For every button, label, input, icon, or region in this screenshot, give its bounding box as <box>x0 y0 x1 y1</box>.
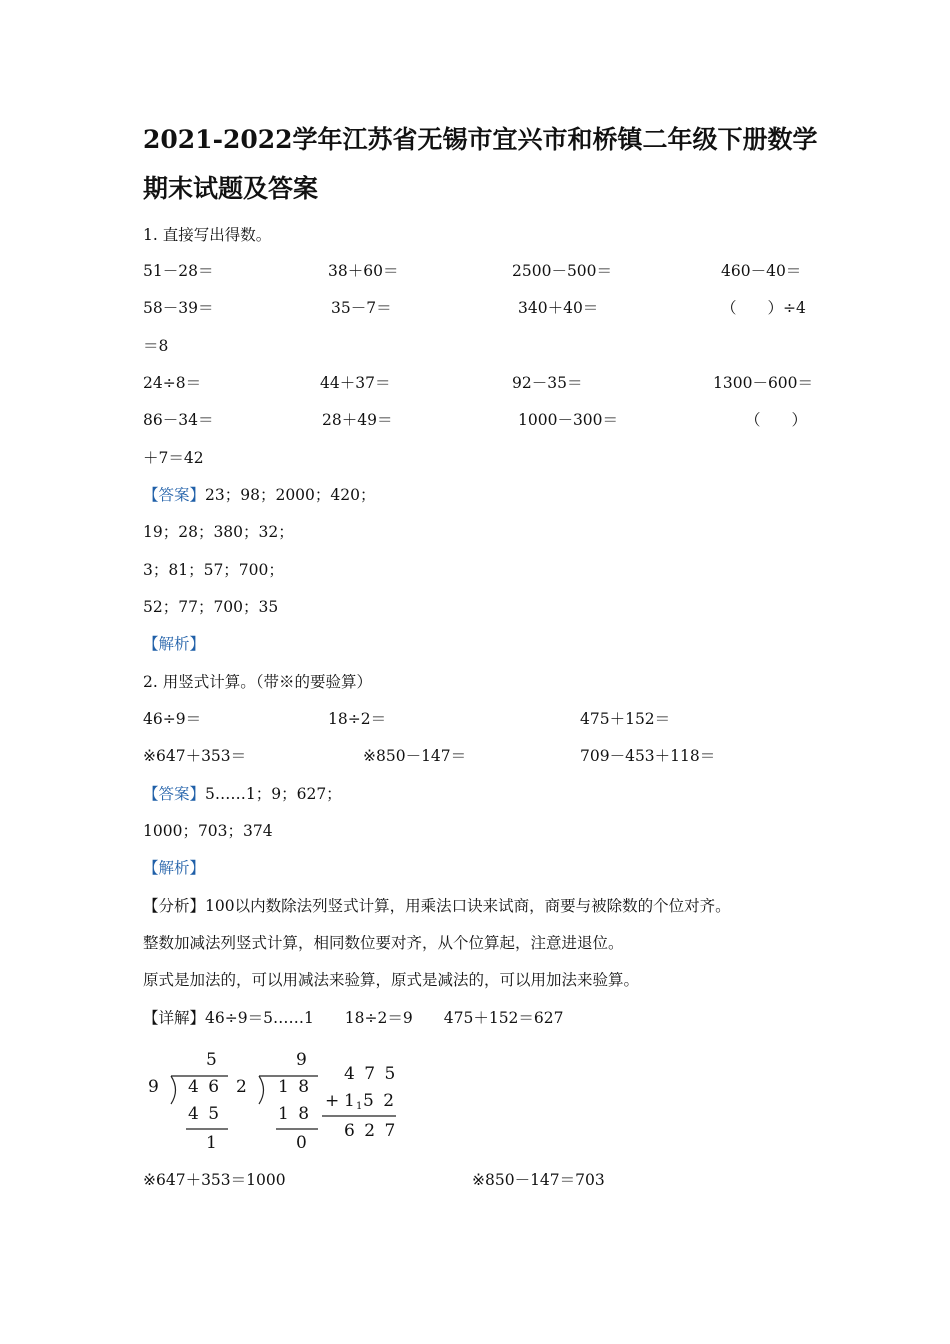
q1-r4-cont: ＋7＝42 <box>143 449 204 467</box>
xiangjie-tag: 【详解】 <box>143 1009 206 1027</box>
q1-r1-c1: 51－28＝ <box>143 262 214 280</box>
q1-heading: 1. 直接写出得数。 <box>143 226 272 244</box>
q1-r4-c4: （ ） <box>745 411 808 429</box>
q2-heading: 2. 用竖式计算。（带※的要验算） <box>143 673 372 691</box>
div2-remainder: 0 <box>296 1133 307 1153</box>
q1-r2-cont: ＝8 <box>143 337 169 355</box>
q2-r1-c2: 18÷2＝ <box>328 710 387 728</box>
q1-r3-c4: 1300－600＝ <box>713 374 814 392</box>
q1-r4-c3: 1000－300＝ <box>518 411 619 429</box>
div1-quotient: 5 <box>206 1050 217 1070</box>
check-line-2: ※850－147＝703 <box>472 1171 605 1189</box>
q2-r2-c2: ※850－147＝ <box>363 747 467 765</box>
q1-answer-row2: 19；28；380；32； <box>143 523 294 541</box>
div2-divisor: 2 <box>236 1077 247 1097</box>
div1-product: 4 5 <box>188 1104 222 1124</box>
q2-answer-row2: 1000；703；374 <box>143 822 273 840</box>
doc-title-line2: 期末试题及答案 <box>143 174 319 203</box>
q1-r1-c3: 2500－500＝ <box>512 262 613 280</box>
div2-bracket <box>259 1076 264 1104</box>
div2-dividend: 1 8 <box>278 1077 312 1097</box>
add-result: 6 2 7 <box>344 1121 398 1141</box>
q1-r1-c4: 460－40＝ <box>721 262 802 280</box>
answer-text: 23；98；2000；420； <box>205 486 376 504</box>
fenxi-text: 100以内数除法列竖式计算，用乘法口诀来试商，商要与被除数的个位对齐。 <box>205 897 731 915</box>
q1-r2-c1: 58－39＝ <box>143 299 214 317</box>
div1-divisor: 9 <box>148 1077 159 1097</box>
q1-r3-c1: 24÷8＝ <box>143 374 202 392</box>
add-top: 4 7 5 <box>344 1064 398 1084</box>
answer-tag: 【答案】 <box>143 785 206 803</box>
xiangjie-text: 46÷9＝5……1 18÷2＝9 475＋152＝627 <box>205 1009 564 1027</box>
answer-tag: 【答案】 <box>143 486 206 504</box>
q1-r4-c1: 86－34＝ <box>143 411 214 429</box>
answer-text: 5……1；9；627； <box>205 785 342 803</box>
div1-bracket <box>171 1076 176 1104</box>
add-carry: 1 <box>356 1101 363 1112</box>
q1-r2-c2: 35－7＝ <box>331 299 392 317</box>
div2-quotient: 9 <box>296 1050 307 1070</box>
q2-fenxi-line2: 整数加减法列竖式计算，相同数位要对齐，从个位算起，注意进退位。 <box>143 934 624 952</box>
div1-dividend: 4 6 <box>188 1077 222 1097</box>
q2-r2-c3: 709－453＋118＝ <box>580 747 716 765</box>
q1-analysis-tag: 【解析】 <box>143 635 206 653</box>
add-plus: + <box>325 1091 340 1111</box>
fenxi-tag: 【分析】 <box>143 897 206 915</box>
q1-r2-c4: （ ）÷4 <box>721 299 806 317</box>
div2-product: 1 8 <box>278 1104 312 1124</box>
q1-r1-c2: 38＋60＝ <box>328 262 399 280</box>
q1-answer-row3: 3；81；57；700； <box>143 561 284 579</box>
q1-r2-c3: 340＋40＝ <box>518 299 599 317</box>
q2-analysis-tag: 【解析】 <box>143 859 206 877</box>
div1-remainder: 1 <box>206 1133 217 1153</box>
check-line-1: ※647＋353＝1000 <box>143 1171 286 1189</box>
q1-r3-c2: 44＋37＝ <box>320 374 391 392</box>
add-bottom-a: 1 <box>344 1091 355 1111</box>
q1-r4-c2: 28＋49＝ <box>322 411 393 429</box>
q1-answer-row4: 52；77；700；35 <box>143 598 279 616</box>
q1-r3-c3: 92－35＝ <box>512 374 583 392</box>
q2-r1-c1: 46÷9＝ <box>143 710 202 728</box>
doc-title-line1: 2021-2022学年江苏省无锡市宜兴市和桥镇二年级下册数学 <box>143 125 818 154</box>
q2-r2-c1: ※647＋353＝ <box>143 747 247 765</box>
q2-r1-c3: 475＋152＝ <box>580 710 671 728</box>
add-bottom-b: 5 2 <box>363 1091 397 1111</box>
q2-fenxi-line3: 原式是加法的，可以用减法来验算，原式是减法的，可以用加法来验算。 <box>143 971 640 989</box>
